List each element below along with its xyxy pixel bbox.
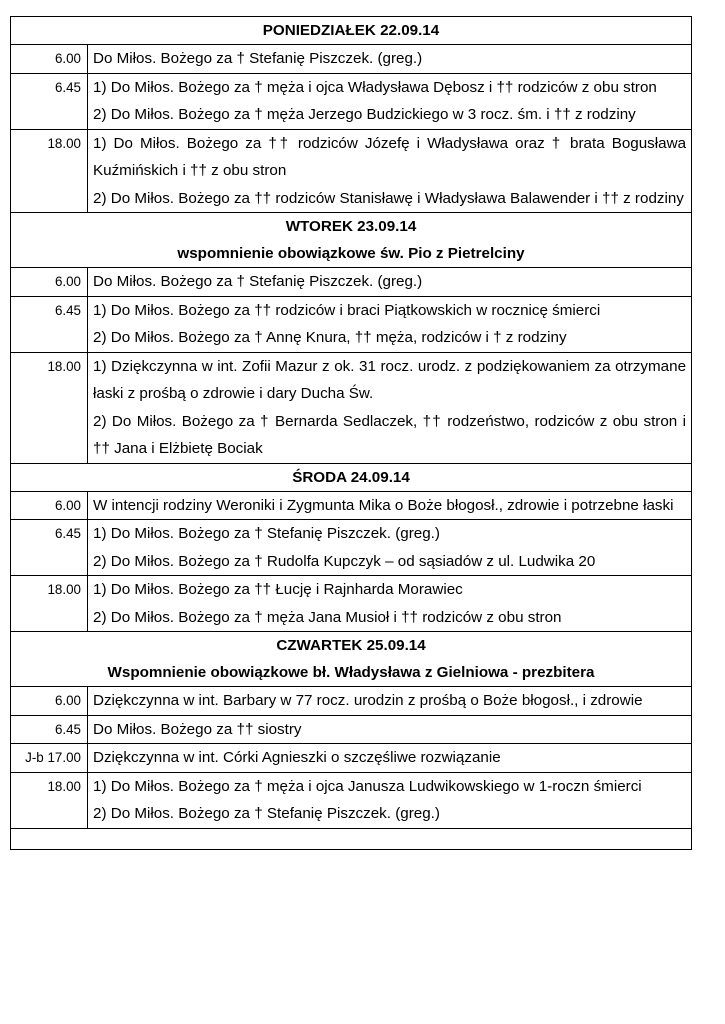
mass-row bbox=[11, 129, 692, 213]
intention-text: 1) Do Miłos. Bożego za † męża i ojca Władysława Dębosz i †† rodziców z obu stron bbox=[93, 78, 657, 96]
mass-time: 6.45 bbox=[11, 520, 88, 576]
intention-text: W intencji rodziny Weroniki i Zygmunta Mika o Boże błogosł., zdrowie i potrzebne łaski bbox=[93, 496, 674, 514]
mass-row bbox=[11, 687, 692, 716]
mass-intentions bbox=[88, 772, 692, 828]
intention-text: 1) Dziękczynna w int. Zofii Mazur z ok. 31 rocz. urodz. z podziękowaniem za otrzymane łaski z prośbą o zdrowie i dary Ducha Św. bbox=[93, 357, 687, 402]
mass-row bbox=[11, 268, 692, 297]
mass-time: J-b 17.00 bbox=[11, 744, 88, 773]
mass-time: 6.00 bbox=[11, 491, 88, 520]
day-header bbox=[11, 632, 692, 687]
day-header-row bbox=[11, 213, 692, 268]
mass-row bbox=[11, 352, 692, 463]
day-header bbox=[11, 463, 692, 491]
mass-intentions-sheet bbox=[10, 16, 691, 850]
intention-text: 2) Do Miłos. Bożego za † Bernarda Sedlaczek, †† rodzeństwo, rodziców z obu stron i †† Jana i Elżbietę Bociak bbox=[93, 412, 687, 457]
intention-text: 1) Do Miłos. Bożego za †† rodziców Józefę i Władysława oraz † brata Bogusława Kuźmińskich i †† z obu stron bbox=[93, 134, 687, 179]
mass-time: 6.45 bbox=[11, 296, 88, 352]
intention-text: Do Miłos. Bożego za †† siostry bbox=[93, 720, 302, 738]
intention-text: 1) Do Miłos. Bożego za † Stefanię Piszczek. (greg.) bbox=[93, 525, 440, 542]
day-title: CZWARTEK 25.09.14 bbox=[276, 637, 426, 654]
mass-time: 18.00 bbox=[11, 129, 88, 213]
day-title: WTOREK 23.09.14 bbox=[285, 218, 417, 235]
intention-text: 2) Do Miłos. Bożego za † Stefanię Piszczek. (greg.) bbox=[93, 805, 440, 822]
mass-row bbox=[11, 73, 692, 129]
mass-time: 6.00 bbox=[11, 45, 88, 74]
mass-time: 6.45 bbox=[11, 715, 88, 744]
mass-intentions bbox=[88, 744, 692, 773]
intention-text: 1) Do Miłos. Bożego za †† rodziców i braci Piątkowskich w rocznicę śmierci bbox=[93, 301, 601, 319]
mass-intentions bbox=[88, 268, 692, 297]
empty-row bbox=[11, 828, 692, 849]
mass-time: 18.00 bbox=[11, 772, 88, 828]
intention-text: 2) Do Miłos. Bożego za † Rudolfa Kupczyk – od sąsiadów z ul. Ludwika 20 bbox=[93, 552, 596, 570]
mass-intentions bbox=[88, 715, 692, 744]
mass-row bbox=[11, 296, 692, 352]
mass-row bbox=[11, 715, 692, 744]
mass-time: 6.00 bbox=[11, 268, 88, 297]
mass-row bbox=[11, 491, 692, 520]
intention-text: Do Miłos. Bożego za † Stefanię Piszczek. (greg.) bbox=[93, 273, 423, 290]
mass-intentions bbox=[88, 576, 692, 632]
mass-intentions bbox=[88, 129, 692, 213]
mass-intentions bbox=[88, 520, 692, 576]
intention-text: 2) Do Miłos. Bożego za †† rodziców Stanisławę i Władysława Balawender i †† z rodziny bbox=[93, 189, 684, 207]
mass-time: 18.00 bbox=[11, 352, 88, 463]
mass-time: 18.00 bbox=[11, 576, 88, 632]
mass-row bbox=[11, 520, 692, 576]
day-title: PONIEDZIAŁEK 22.09.14 bbox=[262, 22, 440, 39]
day-header-row bbox=[11, 463, 692, 491]
day-subtitle: Wspomnienie obowiązkowe bł. Władysława z Gielniowa - prezbitera bbox=[107, 664, 595, 681]
mass-row bbox=[11, 744, 692, 773]
day-title: ŚRODA 24.09.14 bbox=[292, 468, 410, 486]
mass-intentions bbox=[88, 352, 692, 463]
mass-intentions-table bbox=[10, 16, 692, 850]
mass-intentions bbox=[88, 491, 692, 520]
mass-row bbox=[11, 772, 692, 828]
intention-text: Dziękczynna w int. Córki Agnieszki o szczęśliwe rozwiązanie bbox=[93, 749, 501, 766]
intention-text: 1) Do Miłos. Bożego za †† Łucję i Rajnharda Morawiec bbox=[93, 581, 463, 598]
intention-text: 2) Do Miłos. Bożego za † Annę Knura, †† męża, rodziców i † z rodziny bbox=[93, 329, 567, 346]
intention-text: 1) Do Miłos. Bożego za † męża i ojca Janusza Ludwikowskiego w 1-roczn śmierci bbox=[93, 777, 642, 795]
day-header-row bbox=[11, 17, 692, 45]
mass-time: 6.00 bbox=[11, 687, 88, 716]
mass-time: 6.45 bbox=[11, 73, 88, 129]
day-header bbox=[11, 213, 692, 268]
intention-text: Dziękczynna w int. Barbary w 77 rocz. urodzin z prośbą o Boże błogosł., i zdrowie bbox=[93, 692, 643, 709]
day-header-row bbox=[11, 632, 692, 687]
mass-intentions bbox=[88, 687, 692, 716]
intention-text: 2) Do Miłos. Bożego za † męża Jerzego Budzickiego w 3 rocz. śm. i †† z rodziny bbox=[93, 106, 636, 123]
empty-cell bbox=[11, 828, 692, 849]
intention-text: 2) Do Miłos. Bożego za † męża Jana Musioł i †† rodziców z obu stron bbox=[93, 608, 562, 626]
mass-intentions bbox=[88, 296, 692, 352]
intention-text: Do Miłos. Bożego za † Stefanię Piszczek. (greg.) bbox=[93, 50, 423, 67]
mass-row bbox=[11, 576, 692, 632]
mass-row bbox=[11, 45, 692, 74]
mass-intentions bbox=[88, 45, 692, 74]
day-subtitle: wspomnienie obowiązkowe św. Pio z Pietrelciny bbox=[177, 245, 525, 262]
day-header bbox=[11, 17, 692, 45]
mass-intentions bbox=[88, 73, 692, 129]
table-body bbox=[11, 17, 692, 850]
